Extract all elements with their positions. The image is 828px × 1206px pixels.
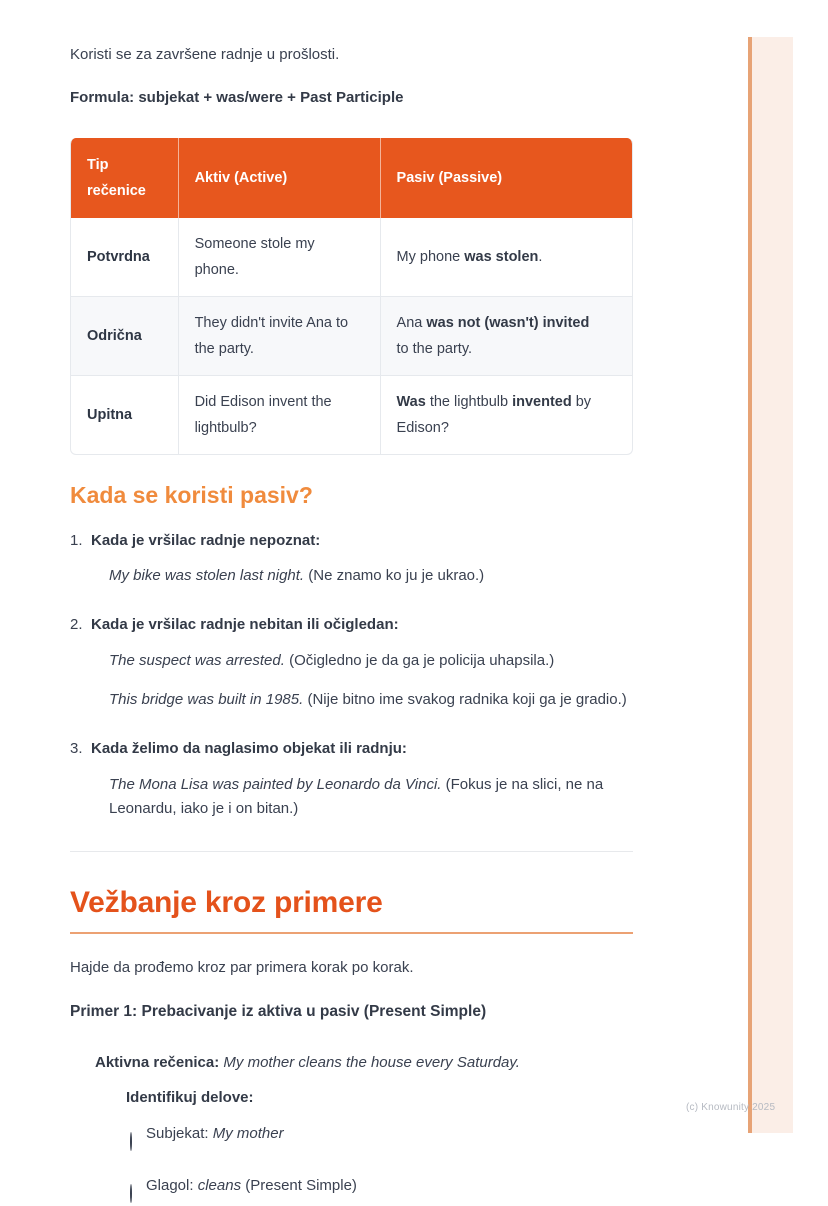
usage-list bbox=[70, 529, 633, 821]
list-item-text: Aktivna rečenica: My mother cleans the house every Saturday. bbox=[95, 1054, 520, 1072]
list-number: 2. bbox=[70, 616, 83, 634]
list-item bbox=[70, 1122, 633, 1154]
list-number: 3. bbox=[70, 740, 83, 758]
section-title-practice: Vežbanje kroz primere bbox=[70, 886, 383, 920]
bullet-icon bbox=[91, 688, 109, 712]
example-heading: Primer 1: Prebacivanje iz aktiva u pasiv (Present Simple) bbox=[70, 1003, 487, 1021]
bullet-icon bbox=[91, 773, 109, 822]
watermark: (c) Knowunity 2025 bbox=[686, 1102, 776, 1113]
list-item-text: Identifikuj delove: bbox=[126, 1089, 254, 1107]
list-item bbox=[70, 1174, 633, 1206]
bullet-icon bbox=[91, 649, 109, 673]
table-header-type: Tip rečenice bbox=[71, 138, 178, 218]
practice-lead: Hajde da prođemo kroz par primera korak po korak. bbox=[70, 959, 414, 977]
formula-text: Formula: subjekat + was/were + Past Participle bbox=[70, 88, 404, 106]
list-sub-item bbox=[91, 773, 633, 822]
row-type: Odrična bbox=[71, 297, 178, 376]
list-sub-item bbox=[91, 649, 633, 673]
section-title-usage: Kada se koristi pasiv? bbox=[70, 481, 313, 508]
cell-active: They didn't invite Ana to the party. bbox=[178, 297, 380, 376]
list-sub-text: The Mona Lisa was painted by Leonardo da Vinci. (Fokus je na slici, ne na Leonardu, iako je i on bitan.) bbox=[109, 775, 604, 817]
bullet-icon bbox=[110, 1086, 126, 1110]
list-number: 1. bbox=[70, 531, 83, 549]
list-item bbox=[70, 613, 633, 712]
table-row bbox=[71, 376, 632, 454]
heading-underline bbox=[70, 932, 633, 934]
cell-passive: My phone was stolen. bbox=[380, 218, 632, 297]
circle-bullet-icon bbox=[130, 1122, 146, 1154]
circle-bullet-icon bbox=[130, 1174, 146, 1206]
document-content bbox=[70, 44, 633, 1206]
list-item bbox=[70, 1086, 633, 1110]
list-item bbox=[70, 1051, 633, 1075]
table-row bbox=[71, 218, 632, 297]
cell-active: Did Edison invent the lightbulb? bbox=[178, 376, 380, 454]
section-divider bbox=[70, 851, 633, 852]
list-item-heading: Kada želimo da naglasimo objekat ili radnju: bbox=[91, 740, 407, 758]
row-type: Upitna bbox=[87, 406, 133, 423]
table-header-active: Aktiv (Active) bbox=[178, 138, 380, 218]
list-item-heading: Kada je vršilac radnje nebitan ili očigledan: bbox=[91, 616, 399, 634]
list-sub-text: This bridge was built in 1985. (Nije bitno ime svakog radnika koji ga je gradio.) bbox=[109, 691, 627, 709]
bullet-icon bbox=[91, 564, 109, 588]
list-item-text: Subjekat: My mother bbox=[146, 1124, 284, 1142]
bullet-icon bbox=[78, 1051, 95, 1075]
list-sub-item bbox=[91, 564, 633, 588]
cell-passive: Ana was not (wasn't) invited to the party. bbox=[380, 297, 632, 376]
intro-text: Koristi se za završene radnje u prošlosti. bbox=[70, 46, 340, 63]
table-row bbox=[71, 297, 632, 376]
cell-active: Someone stole my phone. bbox=[178, 218, 380, 297]
list-sub-text: The suspect was arrested. (Očigledno je da ga je policija uhapsila.) bbox=[109, 651, 555, 669]
list-item-heading: Kada je vršilac radnje nepoznat: bbox=[91, 531, 321, 549]
list-sub-text: My bike was stolen last night. (Ne znamo ko ju je ukrao.) bbox=[109, 567, 485, 585]
row-type: Potvrdna bbox=[71, 218, 178, 297]
list-item-text: Glagol: cleans (Present Simple) bbox=[146, 1177, 357, 1195]
table-header-passive: Pasiv (Passive) bbox=[380, 138, 632, 218]
list-item bbox=[70, 737, 633, 821]
cell-passive: Was the lightbulb invented by Edison? bbox=[380, 376, 632, 454]
table-header-row bbox=[71, 138, 632, 218]
list-item bbox=[70, 529, 633, 589]
list-sub-item bbox=[91, 688, 633, 712]
practice-list bbox=[70, 1051, 633, 1206]
page-edge-strip bbox=[748, 37, 793, 1133]
active-passive-table bbox=[70, 138, 633, 455]
